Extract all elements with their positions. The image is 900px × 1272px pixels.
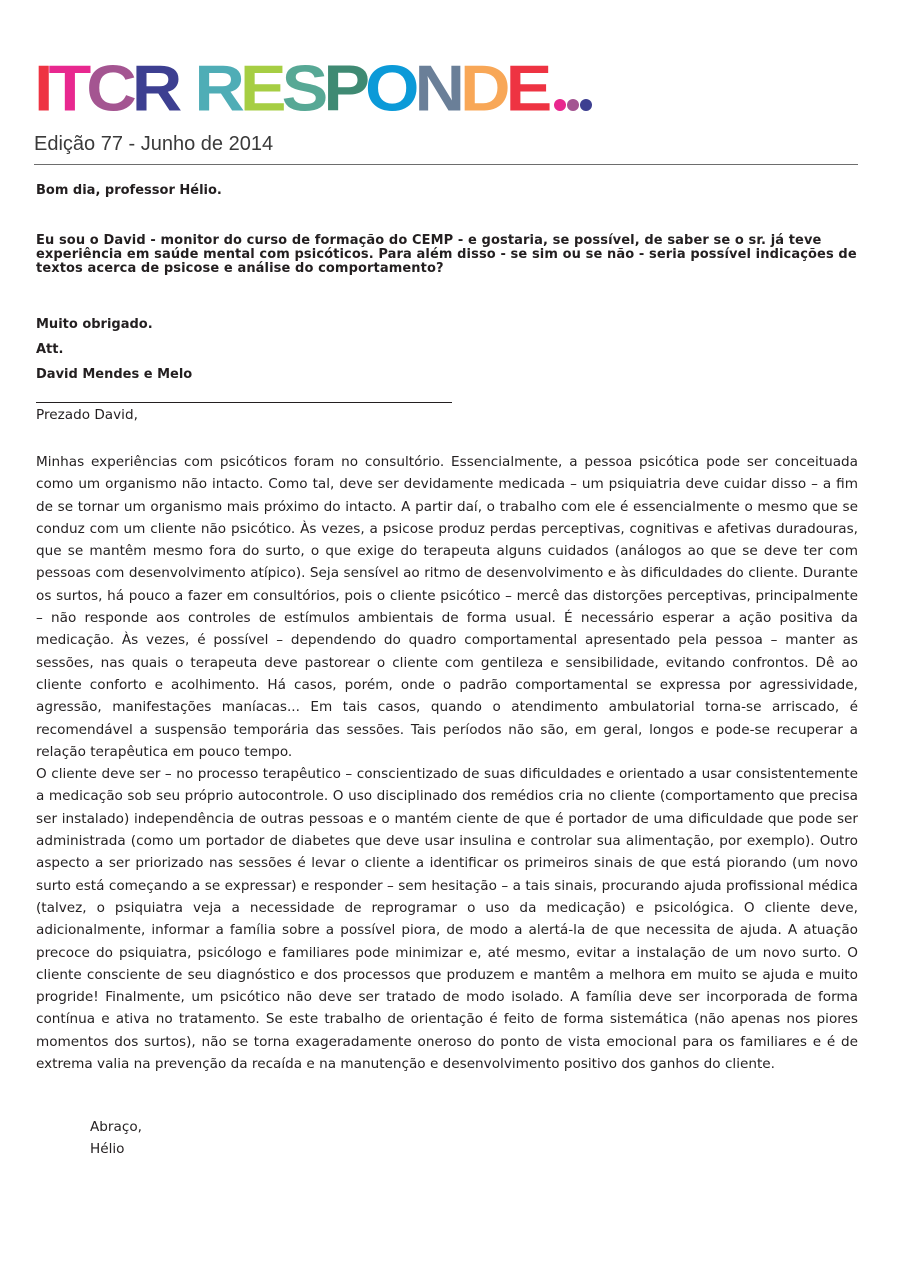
logo-letter: N (414, 51, 461, 125)
question-signoff (36, 312, 858, 387)
logo-letter: O (365, 51, 415, 125)
logo-letter: E (239, 51, 282, 125)
header-divider (34, 164, 858, 165)
logo-letter: R (194, 51, 240, 125)
logo-letter: R (131, 51, 178, 125)
answer-closing (90, 1116, 900, 1160)
logo-letter: T (48, 51, 87, 125)
logo-letter: E (505, 51, 548, 125)
answer-closing-text: Abraço, (90, 1119, 142, 1135)
answer-signature: Hélio (90, 1141, 125, 1157)
logo-letter: P (323, 51, 366, 125)
edition-date: Edição 77 - Junho de 2014 (34, 133, 274, 155)
answer-body (36, 451, 858, 1075)
answer-greeting: Prezado David, (36, 407, 138, 423)
logo-word-itcr (34, 51, 178, 125)
logo-ellipsis-dots (554, 99, 593, 111)
logo-letter: C (86, 51, 132, 125)
question-signature: David Mendes e Melo (36, 367, 193, 382)
question-att: Att. (36, 342, 64, 357)
logo-letter: D (460, 51, 506, 125)
question-thanks: Muito obrigado. (36, 317, 153, 332)
question-answer-divider (36, 402, 452, 403)
logo-letter: I (34, 51, 49, 125)
answer-paragraph: O cliente deve ser – no processo terapêutico – conscientizado de suas dificuldades e orientado a usar consistentemente a medicação sob seu próprio autocontrole. O uso disciplinado dos remédios cria no cliente (comportamento que precisa ser instalado) independência de outras pessoas e o mantém ciente de que é portador de uma dificuldade que pode ser administrada (como um portador de diabetes que deve usar insulina e controlar sua alimentação, por exemplo). Outro aspecto a ser priorizado nas sessões é levar o cliente a identificar os primeiros sinais de que está piorando (um novo surto está começando a se expressar) e responder – sem hesitação – a tais sinais, procurando ajuda profissional médica (talvez, o psiquiatra veja a necessidade de reprogramar o uso da medicação) e psicológica. O cliente deve, adicionalmente, informar a família sobre a possível piora, de modo a alertá-la de que necessita de ajuda. A atuação precoce do psiquiatra, psicólogo e familiares pode minimizar e, até mesmo, evitar a instalação de um novo surto. O cliente consciente de seu diagnóstico e dos processos que produzem e mantêm a melhora em muito se ajuda e muito progride! Finalmente, um psicótico não deve ser tratado de modo isolado. A família deve ser incorporada de forma contínua e ativa no tratamento. Se este trabalho de orientação é feito de forma sistemática (não apenas nos piores momentos dos surtos), não se torna exageradamente oneroso do ponto de vista emocional para os familiares e é de extrema valia na prevenção da recaída e na manutenção e desenvolvimento positivo dos ganhos do cliente. (36, 766, 858, 1073)
question-greeting: Bom dia, professor Hélio. (36, 183, 222, 198)
itcr-responde-logo (34, 51, 593, 125)
logo-dot (554, 99, 566, 111)
logo-letter: S (281, 51, 324, 125)
answer-paragraph: Minhas experiências com psicóticos foram no consultório. Essencialmente, a pessoa psicótica pode ser conceituada como um organismo não intacto. Como tal, deve ser devidamente medicada – um psiquiatria deve cuidar disso – a fim de se tornar um organismo mais próximo do intacto. A partir daí, o trabalho com ele é essencialmente o mesmo que se conduz com um cliente não psicótico. Às vezes, a psicose produz perdas perceptivas, cognitivas e afetivas duradouras, que se mantêm mesmo fora do surto, o que exige do terapeuta alguns cuidados (análogos ao que se deve ter com pessoas com desenvolvimento atípico). Seja sensível ao ritmo de desenvolvimento e às dificuldades do cliente. Durante os surtos, há pouco a fazer em consultórios, pois o cliente psicótico – mercê das distorções perceptivas, principalmente – não responde aos controles de estímulos ambientais de forma usual. É necessário esperar a ação positiva da medicação. Às vezes, é possível – dependendo do quadro comportamental apresentado pela pessoa – manter as sessões, nas quais o terapeuta deve pastorear o cliente com gentileza e sensibilidade, evitando confrontos. Dê ao cliente conforto e acolhimento. Há casos, porém, onde o padrão comportamental se expressa por agressividade, agressão, manifestações maníacas... Em tais casos, quando o atendimento ambulatorial torna-se arriscado, é recomendável a suspensão temporária das sessões. Tais períodos não são, em geral, longos e pode-se recuperar a relação terapêutica em pouco tempo. (36, 454, 858, 760)
logo-word-responde (194, 51, 548, 125)
logo-dot (580, 99, 592, 111)
question-body: Eu sou o David - monitor do curso de formação do CEMP - e gostaria, se possível, de saber se o sr. já teve experiência em saúde mental com psicóticos. Para além disso - se sim ou se não - seria possível indicações de textos acerca de psicose e análise do comportamento? (36, 233, 857, 276)
logo-dot (567, 99, 579, 111)
